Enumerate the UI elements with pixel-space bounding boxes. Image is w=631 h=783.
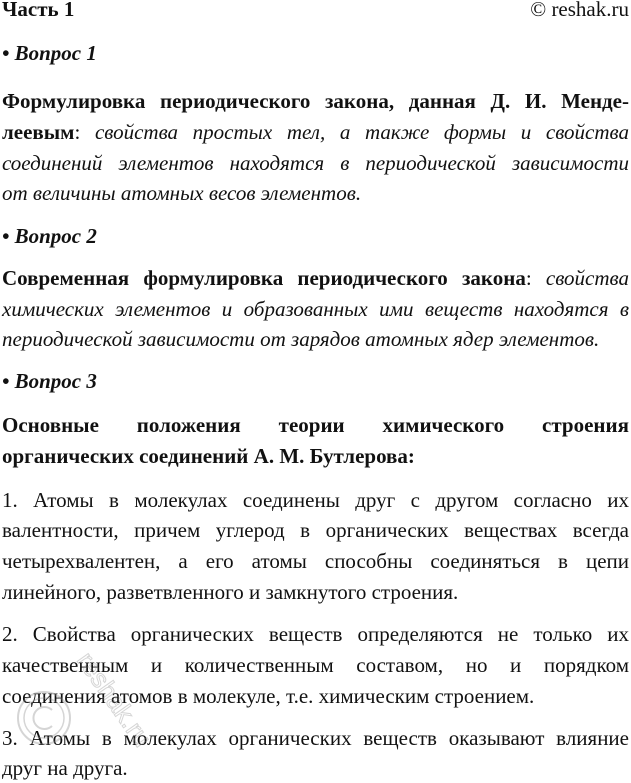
q1-line: леевым: свойства простых тел, а также формы и свойства <box>2 120 629 144</box>
item-2-line: качественным и количественным составом, но и порядком <box>2 653 629 677</box>
q1-line: соединений элементов находятся в периодической зависимости <box>2 151 629 175</box>
question-2-title: • Вопрос 2 <box>2 224 97 248</box>
q1-line: от величины атомных весов элементов. <box>2 181 362 205</box>
q2-line: Современная формулировка периодического закона: свойства <box>2 266 629 290</box>
q1-line: Формулировка периодического закона, данная Д. И. Менде- <box>2 89 629 113</box>
item-1-line: линейного, разветвленного и замкнутого строения. <box>2 580 459 604</box>
svg-text:reshak.ru: reshak.ru <box>71 646 158 753</box>
copyright-label: © reshak.ru <box>530 0 629 21</box>
part-title: Часть 1 <box>2 0 75 21</box>
q3-heading-line: Основные положения теории химического строения <box>2 413 629 437</box>
q2-line: химических элементов и образованных ими веществ находятся в <box>2 297 629 321</box>
question-3-title: • Вопрос 3 <box>2 369 97 393</box>
item-1-line: валентности, причем углерод в органических веществах всегда <box>2 518 629 542</box>
item-2-line: соединения атомов в молекуле, т.е. химическим строением. <box>2 684 535 708</box>
item-3-line: друг на друга. <box>2 756 128 780</box>
watermark-logo <box>6 640 166 780</box>
item-1-line: 1. Атомы в молекулах соединены друг с другом согласно их <box>2 488 629 512</box>
item-2-line: 2. Свойства органических веществ определяются не только их <box>2 622 629 646</box>
item-1-line: четырехвалентен, а его атомы способны соединяться в цепи <box>2 549 629 573</box>
q3-heading-line: органических соединений А. М. Бутлерова: <box>2 444 415 468</box>
q2-line: периодической зависимости от зарядов атомных ядер элементов. <box>2 327 600 351</box>
item-3-line: 3. Атомы в молекулах органических веществ оказывают влияние <box>2 726 629 750</box>
question-1-title: • Вопрос 1 <box>2 41 97 65</box>
